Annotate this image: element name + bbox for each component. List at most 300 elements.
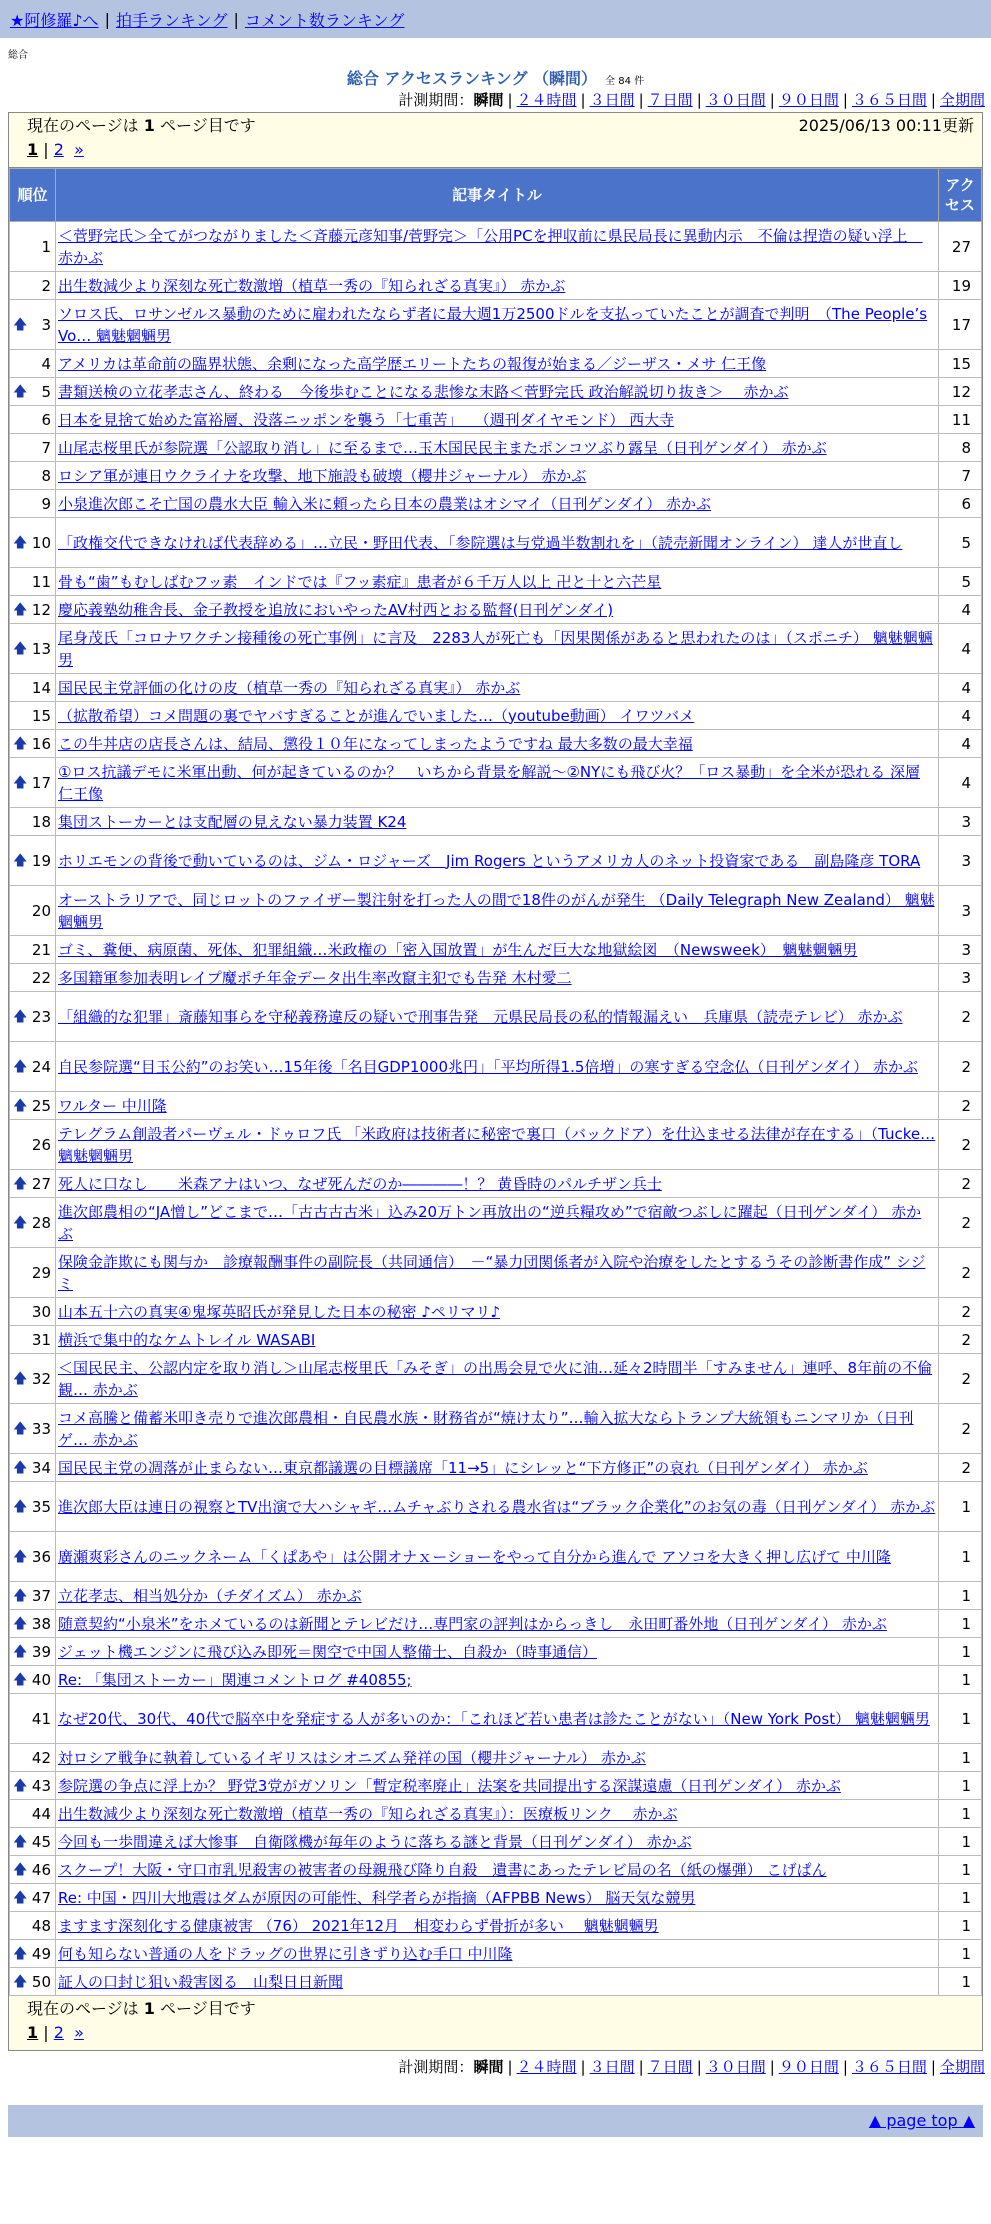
- rank-cell: [10, 1198, 56, 1248]
- rank-cell: [10, 222, 56, 272]
- article-link[interactable]: 出生数減少より深刻な死亡数激増（植草一秀の『知られざる真実』）：医療板リンク 赤かぶ: [58, 1804, 678, 1823]
- title-cell: [56, 1968, 939, 1996]
- access-count: 2: [939, 1454, 982, 1482]
- access-count: 12: [939, 378, 982, 406]
- rank-cell: [10, 1638, 56, 1666]
- title-cell: [56, 1610, 939, 1638]
- table-row: [10, 1744, 982, 1772]
- table-row: [10, 518, 982, 568]
- article-link[interactable]: スクープ！大阪・守口市乳児殺害の被害者の母親飛び降り自殺 遺書にあったテレビ局の名（紙の爆弾） こげぱん: [58, 1860, 827, 1879]
- rank-cell: [10, 992, 56, 1042]
- period-link[interactable]: ３０日間: [705, 2058, 766, 2076]
- title-cell: [56, 490, 939, 518]
- title-cell: [56, 1940, 939, 1968]
- rank-number: 36: [31, 1547, 51, 1566]
- title-cell: [56, 1354, 939, 1404]
- table-row: [10, 1092, 982, 1120]
- period-label: 計測期間：: [398, 2058, 474, 2076]
- title-cell: [56, 1666, 939, 1694]
- rank-number: 44: [31, 1804, 51, 1823]
- rank-up-arrow-icon: 🡅: [13, 1671, 28, 1688]
- access-count: 4: [939, 702, 982, 730]
- rank-up-arrow-icon: 🡅: [13, 316, 28, 333]
- rank-number: 3: [41, 315, 51, 334]
- rank-number: 9: [41, 494, 51, 513]
- title-cell: [56, 1912, 939, 1940]
- rank-number: 47: [31, 1888, 51, 1907]
- article-link[interactable]: 立花孝志、相当処分か（チダイズム） 赤かぶ: [58, 1586, 362, 1605]
- rank-up-arrow-icon: 🡅: [13, 852, 28, 869]
- title-cell: [56, 596, 939, 624]
- access-count: 3: [939, 936, 982, 964]
- access-count: 17: [939, 300, 982, 350]
- title-cell: [56, 1248, 939, 1298]
- rank-up-arrow-icon: 🡅: [13, 1420, 28, 1437]
- title-cell: [56, 1170, 939, 1198]
- table-row: [10, 1884, 982, 1912]
- rank-number: 48: [31, 1916, 51, 1935]
- period-link[interactable]: ３日間: [589, 91, 635, 109]
- period-link[interactable]: 全期間: [939, 2058, 985, 2076]
- access-count: 1: [939, 1610, 982, 1638]
- table-row: [10, 1298, 982, 1326]
- article-link[interactable]: 証人の口封じ狙い殺害図る 山梨日日新聞: [58, 1972, 344, 1991]
- access-count: 6: [939, 490, 982, 518]
- article-link[interactable]: ワルター 中川隆: [58, 1096, 167, 1115]
- article-link[interactable]: 国民民主党評価の化けの皮（植草一秀の『知られざる真実』） 赤かぶ: [58, 678, 521, 697]
- rank-number: 50: [31, 1972, 51, 1991]
- page-info-bottom: [8, 1996, 983, 2051]
- table-row: [10, 1170, 982, 1198]
- access-count: 2: [939, 992, 982, 1042]
- title-cell: [56, 702, 939, 730]
- title-cell: [56, 624, 939, 674]
- rank-up-arrow-icon: 🡅: [13, 1833, 28, 1850]
- rank-up-arrow-icon: 🡅: [13, 1008, 28, 1025]
- period-link[interactable]: ９０日間: [778, 91, 839, 109]
- title-cell: [56, 1532, 939, 1582]
- rank-number: 1: [41, 237, 51, 256]
- rank-cell: [10, 1772, 56, 1800]
- access-count: 2: [939, 1042, 982, 1092]
- table-row: [10, 462, 982, 490]
- ranking-box: [8, 112, 983, 1996]
- article-link[interactable]: （拡散希望）コメ問題の裏でヤバすぎることが進んでいました…（youtube動画） イワツバメ: [58, 706, 695, 725]
- rank-number: 35: [31, 1497, 51, 1516]
- article-link[interactable]: ＜菅野完氏＞全てがつながりました＜斉藤元彦知事/菅野完＞「公用PCを押収前に県民局長に異動内示 不倫は捏造の疑い浮上 赤かぶ: [58, 226, 923, 267]
- access-count: 1: [939, 1940, 982, 1968]
- rank-cell: [10, 378, 56, 406]
- rank-cell: [10, 702, 56, 730]
- title-cell: [56, 1092, 939, 1120]
- breadcrumb: 総合: [8, 50, 28, 61]
- period-separator: |: [930, 91, 936, 109]
- rank-cell: [10, 1968, 56, 1996]
- rank-up-arrow-icon: 🡅: [13, 383, 28, 400]
- period-selector-top: [0, 88, 991, 112]
- nav-comment-ranking[interactable]: コメント数ランキング: [244, 10, 405, 30]
- rank-cell: [10, 1298, 56, 1326]
- article-link[interactable]: 書類送検の立花孝志さん、終わる 今後歩むことになる悲惨な末路＜菅野完氏 政治解説切り抜き＞ 赤かぶ: [58, 382, 789, 401]
- rank-number: 6: [41, 410, 51, 429]
- title-cell: [56, 222, 939, 272]
- article-link[interactable]: 山尾志桜里氏が参院選「公認取り消し」に至るまで…玉木国民民主またポンコツぶり露呈（日刊ゲンダイ） 赤かぶ: [58, 438, 827, 457]
- page-info-top: [9, 113, 982, 168]
- rank-number: 43: [31, 1776, 51, 1795]
- rank-number: 41: [31, 1709, 51, 1728]
- article-link[interactable]: 小泉進次郎こそ亡国の農水大臣 輸入米に頼ったら日本の農業はオシマイ（日刊ゲンダイ） 赤かぶ: [58, 494, 712, 513]
- article-link[interactable]: 死人に口なし 米森アナはいつ、なぜ死んだのか――――！？ 黄昏時のパルチザン兵士: [58, 1174, 662, 1193]
- rank-up-arrow-icon: 🡅: [13, 1498, 28, 1515]
- rank-cell: [10, 730, 56, 758]
- bottom-bar: [8, 2105, 983, 2137]
- access-count: 2: [939, 1326, 982, 1354]
- period-current: 瞬間: [473, 91, 504, 109]
- rank-number: 34: [31, 1458, 51, 1477]
- article-link[interactable]: 横浜で集中的なケムトレイル WASABI: [58, 1330, 316, 1349]
- access-count: 2: [939, 1198, 982, 1248]
- pager-next[interactable]: »: [74, 2023, 84, 2042]
- article-link[interactable]: 参院選の争点に浮上か？ 野党3党がガソリン「暫定税率廃止」法案を共同提出する深謀遠慮（日刊ゲンダイ） 赤かぶ: [58, 1776, 841, 1795]
- rank-cell: [10, 1454, 56, 1482]
- rank-number: 7: [41, 438, 51, 457]
- access-count: 1: [939, 1666, 982, 1694]
- article-link[interactable]: 随意契約“小泉米”をホメているのは新聞とテレビだけ…専門家の評判はからっきし 永田町番外地（日刊ゲンダイ） 赤かぶ: [58, 1614, 887, 1633]
- rank-cell: [10, 1120, 56, 1170]
- access-count: 1: [939, 1884, 982, 1912]
- article-link[interactable]: ますます深刻化する健康被害 （76） 2021年12月 相変わらず骨折が多い 魑魅魍魎男: [58, 1916, 659, 1935]
- table-row: [10, 434, 982, 462]
- article-link[interactable]: この牛丼店の店長さんは、結局、懲役１０年になってしまったようですね 最大多数の最大幸福: [58, 734, 693, 753]
- table-row: [10, 730, 982, 758]
- rank-cell: [10, 886, 56, 936]
- rank-number: 30: [31, 1302, 51, 1321]
- access-count: 2: [939, 1354, 982, 1404]
- table-row: [10, 300, 982, 350]
- article-link[interactable]: 尾身茂氏「コロナワクチン接種後の死亡事例」に言及 2283人が死亡も「因果関係があると思われたのは」（スポニチ） 魑魅魍魎男: [58, 628, 933, 669]
- article-link[interactable]: テレグラム創設者パーヴェル・ドゥロフ氏 「米政府は技術者に秘密で裏口（バックドア）を仕込ませる法律が存在する」（Tucke… 魑魅魍魎男: [58, 1124, 936, 1165]
- rank-cell: [10, 1744, 56, 1772]
- rank-up-arrow-icon: 🡅: [13, 1973, 28, 1990]
- title-cell: [56, 936, 939, 964]
- article-link[interactable]: 「政権交代できなければ代表辞める」…立民・野田代表、「参院選は与党過半数割れを」（読売新聞オンライン） 達人が世直し: [58, 533, 903, 552]
- table-row: [10, 1772, 982, 1800]
- article-link[interactable]: 「組織的な犯罪」斎藤知事らを守秘義務違反の疑いで刑事告発 元県民局長の私的情報漏えい 兵庫県（読売テレビ） 赤かぶ: [58, 1007, 903, 1026]
- rank-number: 31: [31, 1330, 51, 1349]
- period-link[interactable]: 全期間: [939, 91, 985, 109]
- rank-cell: [10, 406, 56, 434]
- article-link[interactable]: 山本五十六の真実④鬼塚英昭氏が発見した日本の秘密 ♪ペリマリ♪: [58, 1302, 501, 1321]
- access-count: 3: [939, 964, 982, 992]
- rank-number: 29: [31, 1263, 51, 1282]
- rank-up-arrow-icon: 🡅: [13, 1175, 28, 1192]
- title-cell: [56, 1042, 939, 1092]
- table-row: [10, 1042, 982, 1092]
- rank-up-arrow-icon: 🡅: [13, 534, 28, 551]
- table-row: [10, 702, 982, 730]
- period-separator: |: [507, 91, 513, 109]
- page-title-text: 総合 アクセスランキング （瞬間）: [346, 69, 598, 88]
- article-link[interactable]: ロシア軍が連日ウクライナを攻撃、地下施設も破壊（櫻井ジャーナル） 赤かぶ: [58, 466, 587, 485]
- rank-cell: [10, 518, 56, 568]
- rank-up-arrow-icon: 🡅: [13, 601, 28, 618]
- article-link[interactable]: 対ロシア戦争に執着しているイギリスはシオニズム発祥の国（櫻井ジャーナル） 赤かぶ: [58, 1748, 646, 1767]
- table-row: [10, 1694, 982, 1744]
- pager-page-2[interactable]: 2: [53, 2023, 64, 2042]
- title-cell: [56, 730, 939, 758]
- access-count: 1: [939, 1856, 982, 1884]
- period-separator: |: [769, 91, 775, 109]
- rank-cell: [10, 808, 56, 836]
- access-count: 1: [939, 1828, 982, 1856]
- nav-asyura-home[interactable]: ★阿修羅♪へ: [10, 10, 99, 30]
- article-link[interactable]: ゴミ、糞便、病原菌、死体、犯罪組織…米政権の「密入国放置」が生んだ巨大な地獄絵図 （Newsweek） 魑魅魍魎男: [58, 940, 858, 959]
- access-count: 1: [939, 1772, 982, 1800]
- period-separator: |: [769, 2058, 775, 2076]
- access-count: 1: [939, 1694, 982, 1744]
- ranking-table: [9, 168, 982, 1996]
- period-label: 計測期間：: [398, 91, 474, 109]
- title-cell: [56, 1694, 939, 1744]
- rank-cell: [10, 1940, 56, 1968]
- rank-number: 45: [31, 1832, 51, 1851]
- article-link[interactable]: 慶応義塾幼稚舎長、金子教授を追放においやったAV村西とおる監督(日刊ゲンダイ): [58, 600, 614, 619]
- article-link[interactable]: 自民参院選“目玉公約”のお笑い…15年後「名目GDP1000兆円」「平均所得1.5倍増」の寒すぎる空念仏（日刊ゲンダイ） 赤かぶ: [58, 1057, 918, 1076]
- table-row: [10, 1354, 982, 1404]
- article-link[interactable]: 進次郎大臣は連日の視察とTV出演で大ハシャギ…ムチャぶりされる農水省は“ブラック企業化”のお気の毒（日刊ゲンダイ） 赤かぶ: [58, 1497, 936, 1516]
- rank-number: 25: [31, 1096, 51, 1115]
- article-link[interactable]: 何も知らない普通の人をドラッグの世界に引きずり込む手口 中川隆: [58, 1944, 513, 1963]
- period-link[interactable]: ９０日間: [778, 2058, 839, 2076]
- rank-number: 20: [31, 901, 51, 920]
- rank-up-arrow-icon: 🡅: [13, 1945, 28, 1962]
- rank-cell: [10, 964, 56, 992]
- title-cell: [56, 434, 939, 462]
- rank-up-arrow-icon: 🡅: [13, 1097, 28, 1114]
- article-link[interactable]: コメ高騰と備蓄米叩き売りで進次郎農相・自民農水族・財務省が“焼け太り”…輸入拡大ならトランプ大統領もニンマリか（日刊ゲ… 赤かぶ: [58, 1408, 914, 1449]
- rank-up-arrow-icon: 🡅: [13, 774, 28, 791]
- page-top-link[interactable]: ▲ page top ▲: [868, 2111, 975, 2130]
- period-link[interactable]: ２４時間: [516, 2058, 577, 2076]
- title-cell: [56, 1454, 939, 1482]
- period-current: 瞬間: [473, 2058, 504, 2076]
- rank-number: 4: [41, 354, 51, 373]
- rank-number: 2: [41, 276, 51, 295]
- access-count: 4: [939, 674, 982, 702]
- rank-number: 46: [31, 1860, 51, 1879]
- table-row: [10, 1198, 982, 1248]
- access-count: 7: [939, 462, 982, 490]
- rank-cell: [10, 272, 56, 300]
- table-row: [10, 674, 982, 702]
- title-cell: [56, 568, 939, 596]
- pager-next[interactable]: »: [74, 140, 84, 159]
- period-link[interactable]: ３６５日間: [851, 91, 927, 109]
- table-row: [10, 886, 982, 936]
- table-row: [10, 490, 982, 518]
- table-row: [10, 808, 982, 836]
- table-row: [10, 1326, 982, 1354]
- access-count: 1: [939, 1968, 982, 1996]
- article-link[interactable]: ジェット機エンジンに飛び込み即死＝関空で中国人整備士、自殺か（時事通信）: [58, 1642, 597, 1661]
- access-count: 2: [939, 1170, 982, 1198]
- title-cell: [56, 1298, 939, 1326]
- rank-cell: [10, 836, 56, 886]
- article-link[interactable]: なぜ20代、30代、40代で脳卒中を発症する人が多いのか：「これほど若い患者は診たことがない」（New York Post） 魑魅魍魎男: [58, 1709, 930, 1728]
- period-link[interactable]: ３日間: [589, 2058, 635, 2076]
- article-link[interactable]: Re: 「集団ストーカー」関連コメントログ #40855;: [58, 1670, 412, 1689]
- title-cell: [56, 300, 939, 350]
- access-count: 1: [939, 1744, 982, 1772]
- title-cell: [56, 1482, 939, 1532]
- rank-number: 16: [31, 734, 51, 753]
- rank-number: 8: [41, 466, 51, 485]
- access-count: 2: [939, 1120, 982, 1170]
- table-row: [10, 1404, 982, 1454]
- access-count: 3: [939, 886, 982, 936]
- article-link[interactable]: 骨も“歯”もむしばむフッ素 インドでは『フッ素症』患者が６千万人以上 卍と十と六芒星: [58, 572, 662, 591]
- article-link[interactable]: 出生数減少より深刻な死亡数激増（植草一秀の『知られざる真実』） 赤かぶ: [58, 276, 566, 295]
- rank-number: 21: [31, 940, 51, 959]
- rank-cell: [10, 1248, 56, 1298]
- title-cell: [56, 758, 939, 808]
- access-count: 3: [939, 836, 982, 886]
- period-link[interactable]: ３０日間: [705, 91, 766, 109]
- table-row: [10, 836, 982, 886]
- rank-number: 33: [31, 1419, 51, 1438]
- access-count: 4: [939, 758, 982, 808]
- period-selector-bottom: [0, 2055, 991, 2079]
- article-link[interactable]: オーストラリアで、同じロットのファイザー製注射を打った人の間で18件のがんが発生 （Daily Telegraph New Zealand） 魑魅魍魎男: [58, 890, 935, 931]
- pager-page-2[interactable]: 2: [53, 140, 64, 159]
- access-count: 19: [939, 272, 982, 300]
- rank-cell: [10, 350, 56, 378]
- period-separator: |: [580, 91, 586, 109]
- table-row: [10, 624, 982, 674]
- nav-separator: |: [233, 9, 239, 29]
- title-cell: [56, 964, 939, 992]
- title-cell: [56, 1582, 939, 1610]
- article-link[interactable]: 国民民主党の凋落が止まらない…東京都議選の目標議席「11→5」にシレッと“下方修正”の哀れ（日刊ゲンダイ） 赤かぶ: [58, 1458, 868, 1477]
- rank-cell: [10, 462, 56, 490]
- title-cell: [56, 1856, 939, 1884]
- period-separator: |: [580, 2058, 586, 2076]
- article-link[interactable]: 日本を見捨て始めた富裕層、没落ニッポンを襲う「七重苦」 （週刊ダイヤモンド） 西大寺: [58, 410, 675, 429]
- rank-number: 32: [31, 1369, 51, 1388]
- table-row: [10, 936, 982, 964]
- title-cell: [56, 1828, 939, 1856]
- access-count: 1: [939, 1912, 982, 1940]
- table-row: [10, 1610, 982, 1638]
- rank-number: 28: [31, 1213, 51, 1232]
- title-cell: [56, 1884, 939, 1912]
- rank-cell: [10, 1326, 56, 1354]
- table-row: [10, 350, 982, 378]
- rank-cell: [10, 1912, 56, 1940]
- article-link[interactable]: アメリカは革命前の臨界状態、余剰になった高学歴エリートたちの報復が始まる／ジーザス・メサ 仁王像: [58, 354, 767, 373]
- access-count: 2: [939, 1092, 982, 1120]
- rank-number: 10: [31, 533, 51, 552]
- page-title: [0, 66, 991, 88]
- article-link[interactable]: ＜国民民主、公認内定を取り消し＞山尾志桜里氏「みそぎ」の出馬会見で火に油…延々2時間半「すみません」連呼、8年前の不倫観… 赤かぶ: [58, 1358, 933, 1399]
- access-count: 2: [939, 1248, 982, 1298]
- table-row: [10, 272, 982, 300]
- period-link[interactable]: ３６５日間: [851, 2058, 927, 2076]
- period-link[interactable]: ７日間: [647, 2058, 693, 2076]
- period-separator: |: [696, 2058, 702, 2076]
- rank-cell: [10, 1482, 56, 1532]
- rank-cell: [10, 490, 56, 518]
- rank-up-arrow-icon: 🡅: [13, 1370, 28, 1387]
- rank-cell: [10, 1170, 56, 1198]
- table-row: [10, 568, 982, 596]
- rank-number: 19: [31, 851, 51, 870]
- title-cell: [56, 1404, 939, 1454]
- updated-timestamp: 2025/06/13 00:11更新: [798, 116, 974, 135]
- article-link[interactable]: ホリエモンの背後で動いているのは、ジム・ロジャーズ Jim Rogers というアメリカ人のネット投資家である 副島隆彦 TORA: [58, 851, 921, 870]
- rank-up-arrow-icon: 🡅: [13, 1548, 28, 1565]
- article-link[interactable]: Re: 中国・四川大地震はダムが原因の可能性、科学者らが指摘（AFPBB News） 脳天気な競男: [58, 1888, 696, 1907]
- access-count: 5: [939, 568, 982, 596]
- title-cell: [56, 1198, 939, 1248]
- table-row: [10, 1968, 982, 1996]
- rank-cell: [10, 1800, 56, 1828]
- article-link[interactable]: 今回も一歩間違えば大惨事 自衛隊機が毎年のように落ちる謎と背景（日刊ゲンダイ） 赤かぶ: [58, 1832, 692, 1851]
- table-row: [10, 1120, 982, 1170]
- table-row: [10, 992, 982, 1042]
- title-cell: [56, 1800, 939, 1828]
- access-count: 27: [939, 222, 982, 272]
- rank-cell: [10, 1404, 56, 1454]
- access-count: 15: [939, 350, 982, 378]
- rank-cell: [10, 1354, 56, 1404]
- rank-number: 42: [31, 1748, 51, 1767]
- rank-number: 24: [31, 1057, 51, 1076]
- rank-number: 37: [31, 1586, 51, 1605]
- title-cell: [56, 808, 939, 836]
- article-link[interactable]: 廣瀬爽彩さんのニックネーム「くぱあや」は公開オナｘーショーをやって自分から進んで アソコを大きく押し広げて 中川隆: [58, 1547, 891, 1566]
- title-cell: [56, 272, 939, 300]
- rank-number: 26: [31, 1135, 51, 1154]
- title-cell: [56, 836, 939, 886]
- period-separator: |: [696, 91, 702, 109]
- pager-bottom: 1 | 2 »: [27, 2023, 84, 2042]
- access-count: 1: [939, 1582, 982, 1610]
- article-link[interactable]: 集団ストーカーとは支配層の見えない暴力装置 K24: [58, 812, 407, 831]
- nav-clap-ranking[interactable]: 拍手ランキング: [115, 10, 228, 30]
- title-cell: [56, 992, 939, 1042]
- access-count: 1: [939, 1482, 982, 1532]
- access-count: 4: [939, 596, 982, 624]
- rank-number: 39: [31, 1642, 51, 1661]
- period-link[interactable]: ７日間: [647, 91, 693, 109]
- article-link[interactable]: 多国籍軍参加表明レイプ魔ポチ年金データ出生率改竄主犯でも告発 木村愛二: [58, 968, 572, 987]
- article-link[interactable]: 保険金詐欺にも関与か 診療報酬事件の副院長（共同通信） －“暴力団関係者が入院や治療をしたとするうその診断書作成” シジミ: [58, 1252, 926, 1293]
- title-cell: [56, 1772, 939, 1800]
- table-row: [10, 758, 982, 808]
- pager-current-page: 1: [27, 140, 39, 159]
- rank-cell: [10, 568, 56, 596]
- article-link[interactable]: ①ロス抗議デモに米軍出動、何が起きているのか？ いちから背景を解説～②NYにも飛び火？「ロス暴動」を全米が恐れる 深層 仁王像: [58, 762, 921, 803]
- rank-up-arrow-icon: 🡅: [13, 1214, 28, 1231]
- period-link[interactable]: ２４時間: [516, 91, 577, 109]
- rank-cell: [10, 1666, 56, 1694]
- article-link[interactable]: ソロス氏、ロサンゼルス暴動のために雇われたならず者に最大週1万2500ドルを支払っていたことが調査で判明 （The People’s Vo… 魑魅魍魎男: [58, 304, 928, 345]
- rank-number: 15: [31, 706, 51, 725]
- article-link[interactable]: 進次郎農相の“JA憎し”どこまで…「古古古古米」込み20万トン再放出の“逆兵糧攻め”で宿敵つぶしに躍起（日刊ゲンダイ） 赤かぶ: [58, 1202, 922, 1243]
- rank-cell: [10, 434, 56, 462]
- period-separator: |: [638, 2058, 644, 2076]
